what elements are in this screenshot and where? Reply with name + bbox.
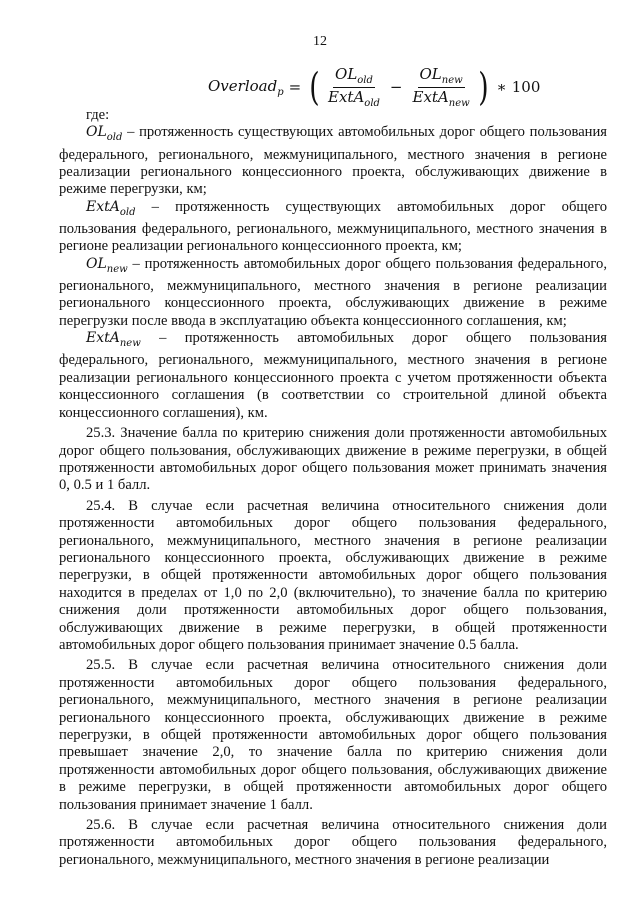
paragraph-25-3: 25.3. Значение балла по критерию снижения доли протяженности автомобильных дорог общего пользования, обслуживающих движение в режиме перегрузки, в общей протяженности автомобильных дорог общего пользования может принимать значения 0, 0.5 и 1 балл. [59,425,607,494]
formula-lhs: Overload$_p$ [208,76,284,98]
definition-ol-old [59,124,607,198]
definition-term: ExtA$_{new}$ [86,330,141,350]
formula-equals: = [288,78,302,96]
definition-text: – протяженность существующих автомобильных дорог общего пользования федерального, регионального, межмуниципального, местного значения в регионе реализации регионального концессионного проекта, км; [59,198,607,255]
definition-text: – протяженность автомобильных дорог общего пользования федерального, регионального, межмуниципального, местного значения в регионе реализации регионального концессионного проекта с учетом протяженности объекта концессионного соглашения (в соответствии со строительной длиной объекта концессионного соглашения), км. [59,330,607,421]
definition-term: $OL_{new}$ [86,255,128,275]
document-body [59,107,607,869]
formula-open-paren: ( [309,65,320,109]
paragraph-25-6: 25.6. В случае если расчетная величина относительного снижения доли протяженности автомобильных дорог общего пользования федерального, регионального, межмуниципального, местного значения в регионе реализации [59,817,607,868]
overload-formula [208,64,540,110]
formula-fraction-old: $\frac{OL_{old}}{ExtA_{old}}$ [328,64,380,109]
formula-factor: 100 [511,78,541,96]
formula-close-paren: ) [477,65,489,109]
paragraph-25-4: 25.4. В случае если расчетная величина относительного снижения доли протяженности автомобильных дорог общего пользования федерального, регионального, межмуниципального, местного значения в регионе реализации регионального концессионного проекта, обслуживающих движение в режиме перегрузки, в общей протяженности автомобильных дорог общего пользования находится в пределах от 1,0 по 2,0 (включительно), то значение балла по критерию снижения доли протяженности автомобильных дорог общего пользования, обслуживающих движение в режиме перегрузки, в общей протяженности автомобильных дорог общего пользования принимает значение 0.5 балла. [59,497,607,653]
definition-text: – протяженность автомобильных дорог общего пользования федерального, регионального, межмуниципального, местного значения в регионе реализации регионального концессионного проекта, обслуживающих движение в режиме перегрузки после ввода в эксплуатацию объекта концессионного соглашения, км; [59,255,607,329]
definition-term: $OL_{old}$ [86,124,123,144]
definition-text: – протяженность существующих автомобильных дорог общего пользования федерального, регионального, межмуниципального, местного значения в регионе реализации регионального концессионного проекта, обслуживающих движение в режиме перегрузки, км; [59,124,607,198]
definition-exta-old [59,199,607,256]
formula-times: ∗ [496,78,507,96]
formula-fraction-new: $\frac{OL_{new}}{ExtA_{new}}$ [412,64,470,109]
definition-term: ExtA$_{old}$ [86,198,136,218]
formula-minus: − [389,78,403,96]
page-number: 12 [313,34,327,49]
paragraph-25-5: 25.5. В случае если расчетная величина относительного снижения доли протяженности автомобильных дорог общего пользования федерального, регионального, межмуниципального, местного значения в регионе реализации регионального концессионного проекта, обслуживающих движение в режиме перегрузки, в общей протяженности автомобильных дорог общего пользования превышает значение 2,0, то значение балла по критерию снижения доли протяженности автомобильных дорог общего пользования, обслуживающих движение в режиме перегрузки, в общей протяженности автомобильных дорог общего пользования принимает значение 1 балл. [59,657,607,813]
definition-exta-new [59,330,607,422]
definition-ol-new [59,256,607,330]
where-label: где: [86,107,110,123]
